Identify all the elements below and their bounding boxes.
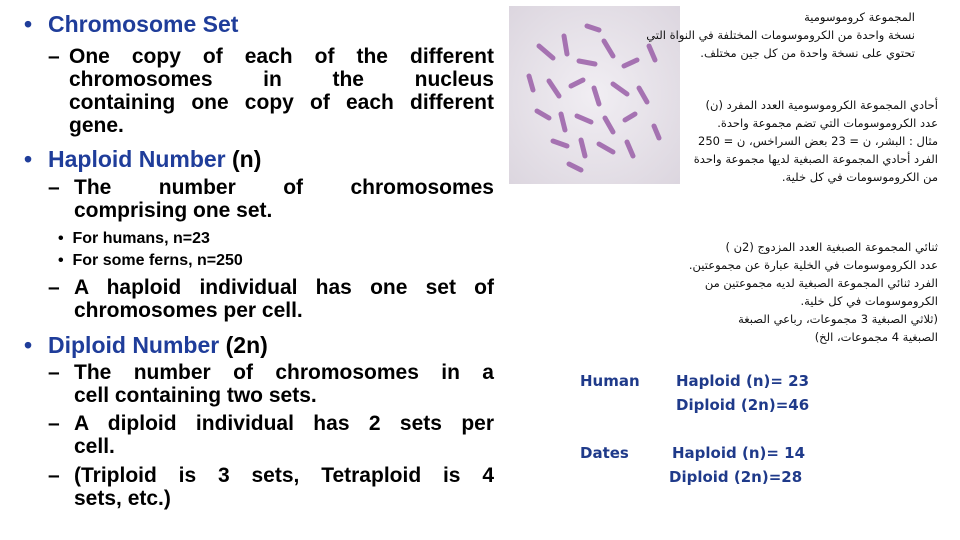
haploid-desc: The number of chromosomes comprising one set. bbox=[74, 176, 494, 222]
table-cell-organism: Dates bbox=[580, 444, 629, 462]
bullet: • bbox=[24, 11, 33, 37]
diploid-heading: Diploid Number (2n) bbox=[48, 332, 268, 358]
diploid-item-2: A diploid individual has 2 sets per cell. bbox=[74, 412, 494, 458]
list-item: • For some ferns, n=250 bbox=[58, 252, 243, 269]
list-item: • For humans, n=23 bbox=[58, 230, 210, 247]
table-cell-diploid: Diploid (2n)=28 bbox=[669, 468, 803, 486]
dash: – bbox=[48, 45, 60, 68]
dash: – bbox=[48, 464, 60, 487]
bullet: • bbox=[24, 146, 33, 172]
bullet: • bbox=[24, 332, 33, 358]
haploid-examples bbox=[58, 228, 243, 272]
table-cell-organism: Human bbox=[580, 372, 640, 390]
table-cell-haploid: Haploid (n)= 14 bbox=[672, 444, 806, 462]
dash: – bbox=[48, 276, 60, 299]
haploid-heading: Haploid Number (n) bbox=[48, 146, 262, 172]
chromosome-set-heading: Chromosome Set bbox=[48, 11, 239, 37]
diploid-item-1: The number of chromosomes in a cell containing two sets. bbox=[74, 361, 494, 407]
arabic-haploid: أحادي المجموعة الكروموسومية العدد المفرد (ن) عدد الكروموسومات التي تضم مجموعة واحدة. مثال : البشر، ن = 23 بعض السراخس، ن = 250 الفرد أحادي المجموعة الصبغية لديها مجموعة واحدة من الكروموسومات في كل خلية. bbox=[693, 98, 938, 184]
diploid-item-3: (Triploid is 3 sets, Tetraploid is 4 sets, etc.) bbox=[74, 464, 494, 510]
arabic-chromosome-set: المجموعة كروموسومية نسخة واحدة من الكروموسومات المختلفة في النواة التي تحتوي على نسخة واحدة من كل جين مختلف. bbox=[646, 10, 915, 60]
arabic-diploid: ثنائي المجموعة الصبغية العدد المزدوج (2ن ) عدد الكروموسومات في الخلية عبارة عن مجموعتين. الفرد ثنائي المجموعة الصبغية لديه مجموعتين من الكروموسومات في كل خلية. (ثلاثي الصبغية 3 مجموعات، رباعي الصبغة الصبغية 4 مجموعات، الخ) bbox=[688, 240, 938, 344]
dash: – bbox=[48, 361, 60, 384]
table-cell-diploid: Diploid (2n)=46 bbox=[676, 396, 810, 414]
haploid-individual: A haploid individual has one set of chromosomes per cell. bbox=[74, 276, 494, 322]
dash: – bbox=[48, 412, 60, 435]
chromosome-set-desc: One copy of each of the different chromosomes in the nucleus containing one copy of each different gene. bbox=[69, 45, 494, 137]
table-cell-haploid: Haploid (n)= 23 bbox=[676, 372, 810, 390]
dash: – bbox=[48, 176, 60, 199]
